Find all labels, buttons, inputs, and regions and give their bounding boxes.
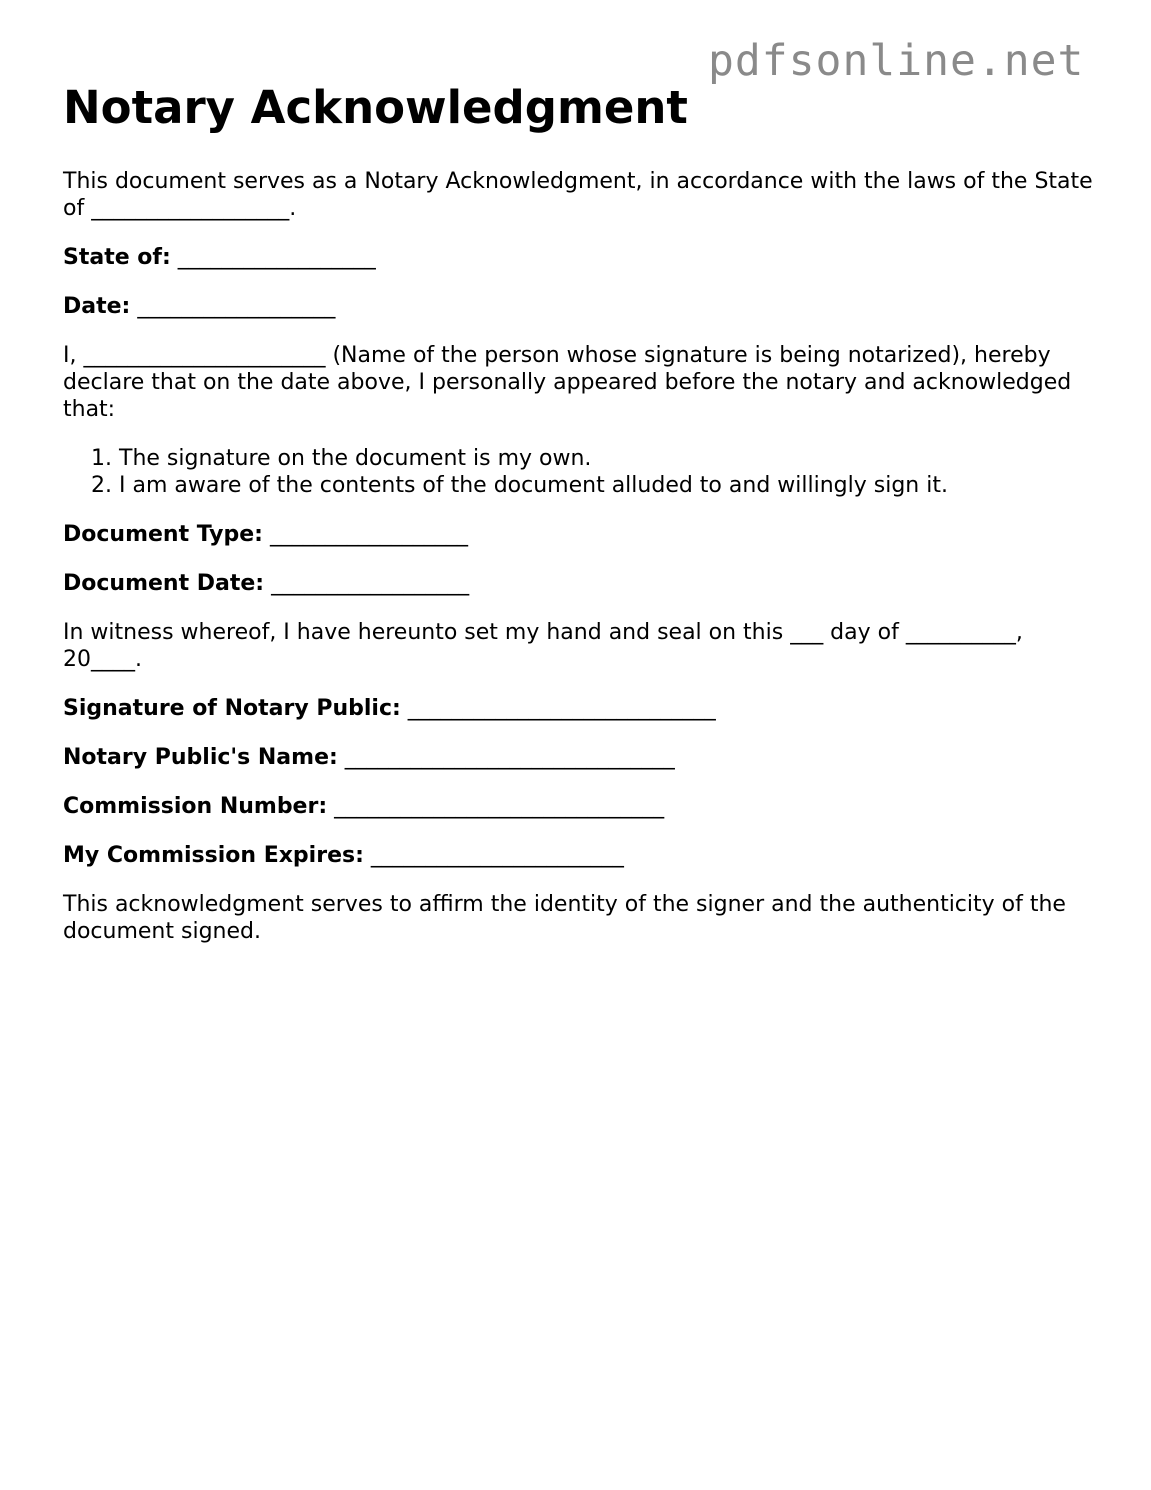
intro-paragraph: This document serves as a Notary Acknowledgment, in accordance with the laws of the State of __________________. <box>63 169 1093 221</box>
commission-expires-label: My Commission Expires: <box>63 843 364 868</box>
document-page <box>63 78 1093 967</box>
notary-name-blank: ______________________________ <box>344 745 675 770</box>
notary-signature-blank: ____________________________ <box>407 696 716 721</box>
notary-name-field <box>63 744 1093 771</box>
date-field-blank: __________________ <box>137 294 336 319</box>
list-item: 2. I am aware of the contents of the document alluded to and willingly sign it. <box>119 472 1093 499</box>
page-title: Notary Acknowledgment <box>63 81 688 134</box>
state-field <box>63 244 1093 271</box>
watermark: pdfsonline.net <box>708 36 1085 86</box>
notary-signature-field <box>63 695 1093 722</box>
document-date-blank: __________________ <box>271 571 470 596</box>
closing-paragraph: This acknowledgment serves to affirm the identity of the signer and the authenticity of the document signed. <box>63 892 1066 944</box>
commission-number-blank: ______________________________ <box>334 794 665 819</box>
notary-signature-label: Signature of Notary Public: <box>63 696 401 721</box>
witness-paragraph: In witness whereof, I have hereunto set my hand and seal on this ___ day of __________, 20____. <box>63 620 1023 672</box>
commission-expires-field <box>63 842 1093 869</box>
document-type-blank: __________________ <box>269 522 468 547</box>
document-date-field <box>63 570 1093 597</box>
list-item: 1. The signature on the document is my own. <box>119 445 1093 472</box>
document-date-label: Document Date: <box>63 571 265 596</box>
notary-name-label: Notary Public's Name: <box>63 745 338 770</box>
acknowledgment-list <box>63 445 1093 499</box>
declaration-paragraph: I, ______________________ (Name of the person whose signature is being notarized), hereby declare that on the date above, I personally appeared before the notary and acknowledged that: <box>63 343 1072 422</box>
date-field-label: Date: <box>63 294 131 319</box>
state-field-blank: __________________ <box>177 245 376 270</box>
date-field <box>63 293 1093 320</box>
commission-number-label: Commission Number: <box>63 794 328 819</box>
commission-number-field <box>63 793 1093 820</box>
commission-expires-blank: _______________________ <box>370 843 624 868</box>
document-type-label: Document Type: <box>63 522 263 547</box>
document-type-field <box>63 521 1093 548</box>
state-field-label: State of: <box>63 245 171 270</box>
